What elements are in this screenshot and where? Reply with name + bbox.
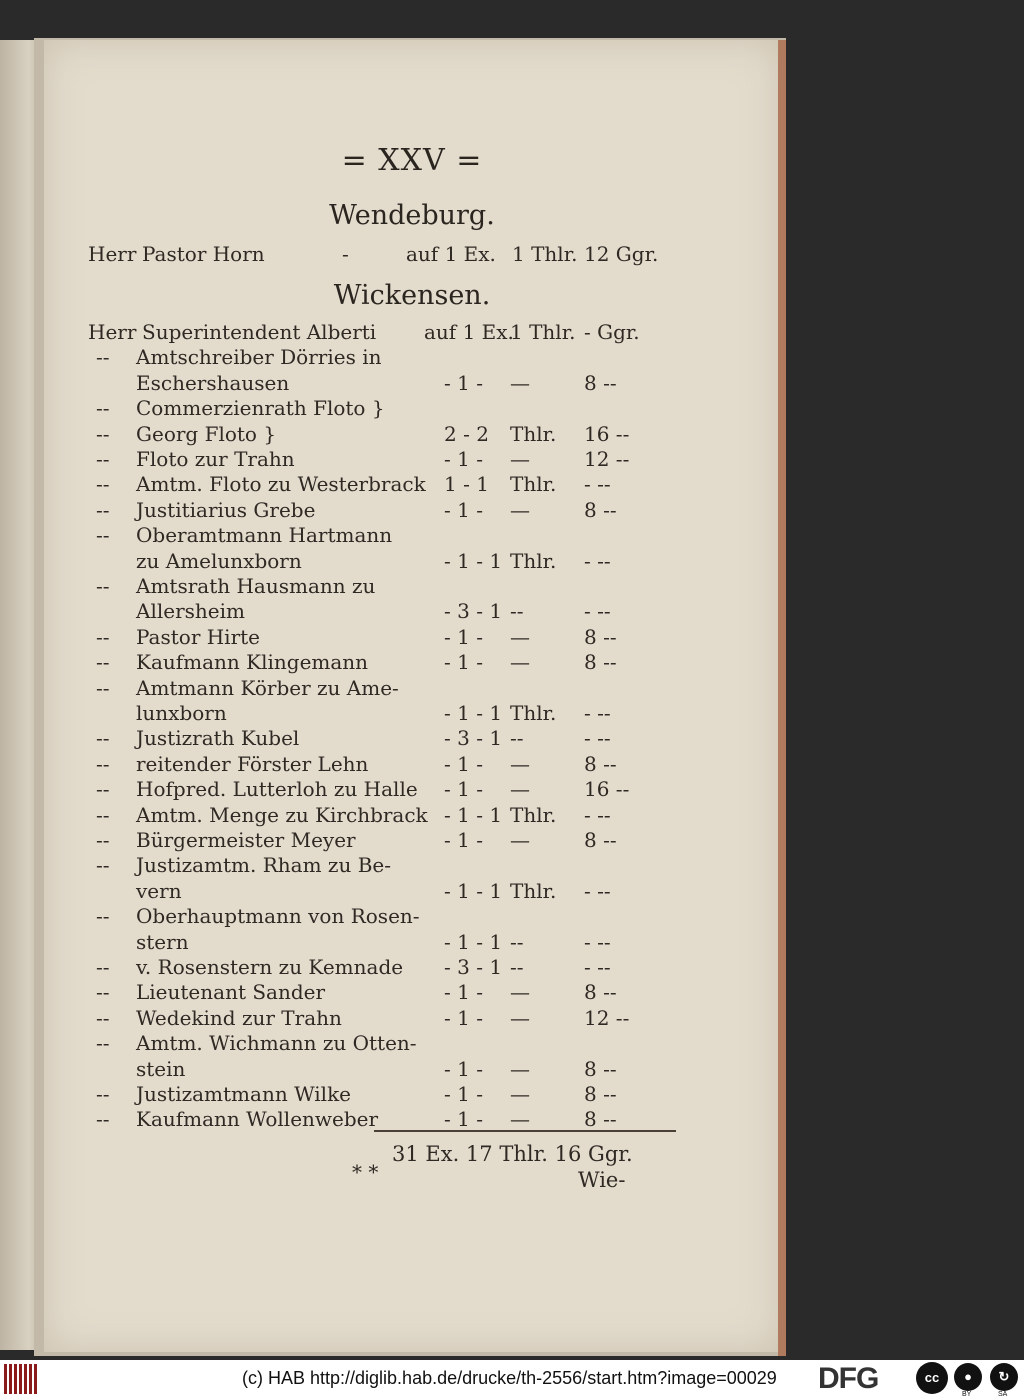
list-item <box>44 701 780 727</box>
list-item <box>44 803 780 829</box>
cell-thlr: — <box>510 650 530 675</box>
copyright-link[interactable]: (c) HAB http://diglib.hab.de/drucke/th-2556/start.htm?image=00029 <box>242 1368 777 1388</box>
page-right-edge <box>778 40 786 1356</box>
signature-mark: * * <box>352 1160 379 1184</box>
cell-ex: - 1 - 1 <box>444 701 503 725</box>
page-header: = XXV = <box>341 143 483 178</box>
cc-sa-label: SA <box>998 1391 1008 1398</box>
cell-ggr: 8 -- <box>584 370 617 395</box>
cell-ex: - 1 - 1 <box>444 548 503 573</box>
list-item <box>44 523 780 549</box>
cell-thlr: — <box>510 751 530 776</box>
cc-sa-icon: ↻ <box>990 1363 1018 1391</box>
cell-ex: - 1 - 1 <box>444 802 503 827</box>
cell-name: stern <box>136 929 189 954</box>
cell-ex: - 1 - 1 <box>444 878 503 903</box>
list-item <box>44 472 780 498</box>
cell-ex: - 1 - <box>444 370 483 395</box>
cell-dash: -- <box>96 802 110 827</box>
list-item <box>44 625 780 651</box>
cc-by-label: BY <box>962 1391 972 1398</box>
cell-name: Justizamtm. Rham zu Be- <box>136 853 391 878</box>
cell-name: Amtsrath Hausmann zu <box>136 574 376 598</box>
cell-dash: -- <box>96 624 110 649</box>
list-item <box>44 828 780 854</box>
cell-ggr: - -- <box>584 929 611 954</box>
list-item <box>44 726 780 752</box>
list-item <box>44 320 780 346</box>
cell-ggr: 8 -- <box>584 1056 617 1081</box>
cell-ex: - 1 - <box>444 447 483 471</box>
cell-thlr: -- <box>510 726 524 751</box>
cell-thlr: — <box>510 497 530 522</box>
cell-dash: -- <box>96 650 110 675</box>
cell-name: Kaufmann Klingemann <box>136 650 369 675</box>
cell-name: Oberhauptmann von Rosen- <box>136 904 420 929</box>
list-item <box>44 1057 780 1083</box>
cell-thlr: Thlr. <box>510 421 557 446</box>
cell-thlr: — <box>510 447 530 471</box>
cell-dash: -- <box>96 853 110 878</box>
cell-thlr: Thlr. <box>510 472 557 497</box>
cell-thlr: — <box>510 980 530 1005</box>
cell-name: Floto zur Trahn <box>136 447 295 471</box>
cell-thlr: Thlr. <box>510 878 557 903</box>
cell-ex: - 1 - <box>444 650 483 675</box>
cell-dash: -- <box>96 726 110 751</box>
total: 31 Ex. 17 Thlr. 16 Ggr. <box>392 1142 633 1166</box>
cell-dash: -- <box>96 777 110 802</box>
cell-dash: -- <box>96 675 110 700</box>
list-item <box>44 599 780 625</box>
cell-name: Amtschreiber Dörries in <box>136 345 382 370</box>
cell-thlr: — <box>510 777 530 802</box>
cc-by-icon: ● <box>954 1363 982 1391</box>
cell-thlr: — <box>510 1107 530 1132</box>
cell-dash: -- <box>96 497 110 522</box>
total-row <box>44 1142 780 1172</box>
list-item <box>44 371 780 397</box>
cell-thlr: -- <box>510 955 524 979</box>
cell-name: Allersheim <box>136 599 245 624</box>
cell-name: lunxborn <box>136 701 227 725</box>
cell-thlr: Thlr. <box>510 548 557 573</box>
cell-thlr: -- <box>510 929 524 954</box>
cell-ex: - 1 - <box>444 497 483 522</box>
cell-ggr: 8 -- <box>584 751 617 776</box>
list-item <box>44 1006 780 1032</box>
cell-ggr: 8 -- <box>584 1107 617 1132</box>
list-item <box>44 777 780 803</box>
cell-ggr: - -- <box>584 701 611 725</box>
hab-logo-icon <box>4 1364 40 1394</box>
cell-ex: - 1 - <box>444 1082 483 1106</box>
cell-ggr: 8 -- <box>584 624 617 649</box>
cell-name: v. Rosenstern zu Kemnade <box>136 955 404 979</box>
cell-name: Amtm. Floto zu Westerbrack <box>136 472 426 497</box>
cell-dash: -- <box>96 447 110 471</box>
list-item <box>44 1031 780 1057</box>
list-item <box>44 904 780 930</box>
list-item <box>44 498 780 524</box>
cell-dash: -- <box>96 828 110 852</box>
cell-ggr: 8 -- <box>584 1082 617 1106</box>
cell-ggr: - -- <box>584 802 611 827</box>
cell-dash: -- <box>96 955 110 979</box>
cell-ex: - 1 - <box>444 1107 483 1132</box>
cell-name: Justizamtmann Wilke <box>136 1082 352 1106</box>
cell-thlr: — <box>510 1082 530 1106</box>
list-item <box>44 447 780 473</box>
book-page <box>44 40 780 1352</box>
cell-name: Justizrath Kubel <box>136 726 300 751</box>
cell-dash: -- <box>96 345 110 370</box>
cell-ggr: 12 -- <box>584 447 630 471</box>
list-item <box>44 930 780 956</box>
cell-ex: - 1 - <box>444 751 483 776</box>
cell-dash: -- <box>96 1107 110 1132</box>
cell-dash: -- <box>96 904 110 929</box>
list-item <box>44 345 780 371</box>
cell-ggr: - Ggr. <box>584 320 640 344</box>
cell-name: Eschershausen <box>136 370 290 395</box>
cc-license-icon[interactable]: cc <box>916 1362 948 1394</box>
cell-dash: -- <box>96 1082 110 1106</box>
cell-ex: - 1 - <box>444 1005 483 1030</box>
cell-ex: - 1 - <box>444 828 483 852</box>
cell-ggr: 8 -- <box>584 828 617 852</box>
cell-thlr: — <box>510 1056 530 1081</box>
cell-ggr: - -- <box>584 548 611 573</box>
cell-dash: -- <box>96 751 110 776</box>
list-item <box>44 752 780 778</box>
cell-name: vern <box>136 878 182 903</box>
cell-name: reitender Förster Lehn <box>136 751 369 776</box>
list-item <box>44 980 780 1006</box>
list-item <box>44 422 780 448</box>
cell-ex: - 3 - 1 <box>444 726 503 751</box>
cell-ex: - 1 - <box>444 980 483 1005</box>
cell-dash: -- <box>96 1005 110 1030</box>
cell-dash: Herr <box>88 320 137 344</box>
cell-ggr: - -- <box>584 599 611 624</box>
section-title-wendeburg: Wendeburg. <box>329 200 495 231</box>
cell-dash: -- <box>96 1031 110 1056</box>
cell-ex: 2 - 2 <box>444 421 489 446</box>
list-item <box>44 549 780 575</box>
catchword: Wie- <box>578 1168 626 1192</box>
cell-thlr: — <box>510 828 530 852</box>
cell-name: Oberamtmann Hartmann <box>136 523 393 548</box>
cell-ex: - 1 - <box>444 1056 483 1081</box>
cell-name: Amtmann Körber zu Ame- <box>136 675 399 700</box>
cell-ggr: 16 -- <box>584 421 630 446</box>
cell-ex: - 1 - 1 <box>444 929 503 954</box>
list-item <box>44 853 780 879</box>
cell-ex: - 1 - <box>444 624 483 649</box>
cell-ex: - 1 - <box>444 777 483 802</box>
cell-ex: - 3 - 1 <box>444 955 503 979</box>
list-item: Herr Pastor Horn - auf 1 Ex. 1 Thlr. 12 Ggr. <box>88 242 659 266</box>
cell-dash: -- <box>96 523 110 548</box>
cell-ggr: 8 -- <box>584 497 617 522</box>
cell-dash: -- <box>96 396 110 421</box>
cell-ggr: 12 -- <box>584 1005 630 1030</box>
cell-name: Commerzienrath Floto } <box>136 396 385 421</box>
cell-name: Kaufmann Wollenweber <box>136 1107 379 1132</box>
cell-ex: - 3 - 1 <box>444 599 503 624</box>
cell-name: Justitiarius Grebe <box>136 497 316 522</box>
cell-dash: -- <box>96 980 110 1005</box>
cell-ggr: - -- <box>584 726 611 751</box>
list-item <box>44 650 780 676</box>
cell-thlr: 1 Thlr. <box>510 320 576 344</box>
cell-ggr: - -- <box>584 878 611 903</box>
list-item <box>44 574 780 600</box>
cell-name: Lieutenant Sander <box>136 980 326 1005</box>
cell-dash: -- <box>96 421 110 446</box>
cell-name: Bürgermeister Meyer <box>136 828 356 852</box>
list-item <box>44 396 780 422</box>
cell-dash: -- <box>96 574 110 598</box>
list-item <box>44 879 780 905</box>
cell-thlr: Thlr. <box>510 701 557 725</box>
cell-name: zu Amelunxborn <box>136 548 302 573</box>
list-item <box>44 676 780 702</box>
cell-thlr: — <box>510 1005 530 1030</box>
cell-thlr: — <box>510 370 530 395</box>
sum-rule <box>374 1130 676 1132</box>
list-item <box>44 955 780 981</box>
cell-ex: 1 - 1 <box>444 472 489 497</box>
section-title-wickensen: Wickensen. <box>333 280 491 311</box>
cell-ggr: 8 -- <box>584 650 617 675</box>
cell-name: Amtm. Menge zu Kirchbrack <box>136 802 428 827</box>
cell-ggr: 8 -- <box>584 980 617 1005</box>
cell-thlr: -- <box>510 599 524 624</box>
cell-name: Pastor Hirte <box>136 624 261 649</box>
cell-name: Georg Floto } <box>136 421 277 446</box>
cell-ggr: - -- <box>584 955 611 979</box>
cell-name: Wedekind zur Trahn <box>136 1005 342 1030</box>
list-item <box>44 1082 780 1108</box>
cell-ggr: 16 -- <box>584 777 630 802</box>
footer-bar <box>0 1360 1024 1399</box>
cell-name: Superintendent Alberti <box>142 320 377 344</box>
cell-dash: -- <box>96 472 110 497</box>
cell-ex: auf 1 Ex. <box>424 320 514 344</box>
dfg-logo: DFG <box>818 1362 879 1395</box>
cell-name: Amtm. Wichmann zu Otten- <box>136 1031 417 1056</box>
cell-thlr: Thlr. <box>510 802 557 827</box>
cell-name: stein <box>136 1056 186 1081</box>
cell-thlr: — <box>510 624 530 649</box>
cell-name: Hofpred. Lutterloh zu Halle <box>136 777 418 802</box>
cell-ggr: - -- <box>584 472 611 497</box>
